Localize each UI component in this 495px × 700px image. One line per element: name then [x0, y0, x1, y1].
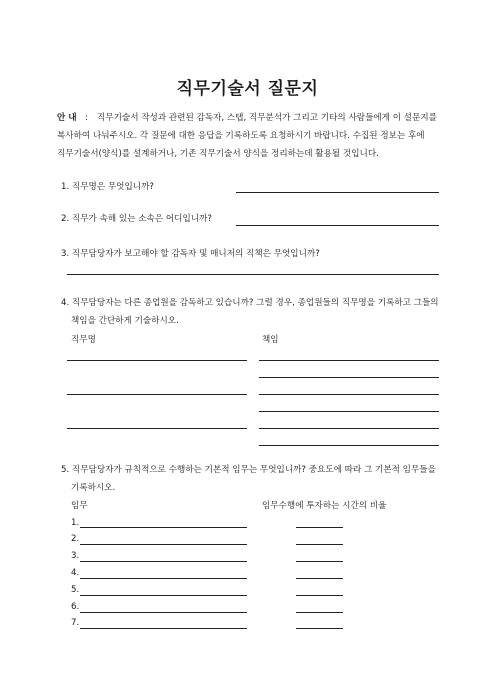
answer-line-responsibility-5[interactable]	[259, 428, 439, 429]
answer-line-time-3[interactable]	[296, 561, 343, 562]
answer-line-time-5[interactable]	[296, 595, 343, 596]
answer-line-time-6[interactable]	[296, 612, 343, 613]
question-4-line-1: 4. 직무담당자는 다른 종업원을 감독하고 있습니까? 그럴 경우, 종업원들의 직무명을 기록하고 그들의	[61, 298, 439, 308]
answer-line-time-2[interactable]	[296, 544, 343, 545]
duty-number-5: 5.	[71, 585, 80, 595]
answer-line-duty-1[interactable]	[80, 527, 247, 528]
question-5-line-2: 기록하시오.	[71, 483, 116, 493]
answer-line-job-title-3[interactable]	[67, 428, 247, 429]
page-title: 직무기술서 질문지	[176, 79, 319, 99]
notice-line-1: 직무기술서 작성과 관련된 감독자, 스탭, 직무분석가 그리고 기타의 사람들에게 이 설문지를	[97, 113, 437, 123]
answer-line-responsibility-4[interactable]	[259, 411, 439, 412]
answer-line-time-1[interactable]	[296, 527, 343, 528]
answer-line-time-7[interactable]	[296, 628, 343, 629]
duty-number-6: 6.	[71, 602, 80, 612]
duty-number-2: 2.	[71, 534, 80, 544]
answer-line-q2[interactable]	[236, 225, 439, 226]
answer-line-duty-6[interactable]	[80, 612, 247, 613]
question-4-line-2: 책임을 간단하게 기술하시오.	[71, 316, 179, 326]
question-5-line-1: 5. 직무담당자가 규칙적으로 수행하는 기본적 임무는 무엇입니까? 중요도에 따라 그 기본적 임무들을	[61, 465, 436, 475]
answer-line-duty-3[interactable]	[80, 561, 247, 562]
notice-separator: :	[85, 113, 88, 123]
duty-number-7: 7.	[71, 618, 80, 628]
column-header-job-title: 직무명	[71, 335, 96, 345]
answer-line-job-title-2[interactable]	[67, 394, 247, 395]
answer-line-duty-2[interactable]	[80, 544, 247, 545]
question-3: 3. 직무담당자가 보고해야 할 감독자 및 매니저의 직책은 무엇입니까?	[61, 249, 320, 259]
duty-number-1: 1.	[71, 518, 80, 528]
notice-label: 안 내	[57, 113, 77, 123]
answer-line-responsibility-1[interactable]	[259, 360, 439, 361]
duty-number-4: 4.	[71, 568, 80, 578]
column-header-responsibility: 책임	[262, 335, 279, 345]
answer-line-duty-5[interactable]	[80, 595, 247, 596]
question-2: 2. 직무가 속해 있는 소속은 어디입니까?	[61, 214, 212, 224]
notice-line-3: 직무기술서(양식)를 설계하거나, 기존 직무기술서 양식을 정리하는데 활용될 것입니다.	[57, 149, 379, 159]
answer-line-time-4[interactable]	[296, 578, 343, 579]
answer-line-q3[interactable]	[67, 274, 439, 275]
answer-line-duty-4[interactable]	[80, 578, 247, 579]
column-header-duty: 임무	[71, 501, 88, 511]
answer-line-job-title-1[interactable]	[67, 360, 247, 361]
notice-line-2: 복사하여 나눠주시오. 각 질문에 대한 응답을 기록하도록 요청하시기 바랍니다. 수집된 정보는 후에	[57, 131, 425, 141]
answer-line-responsibility-2[interactable]	[259, 377, 439, 378]
question-1: 1. 직무명은 무엇입니까?	[61, 182, 154, 192]
column-header-time-ratio: 임무수행에 투자하는 시간의 비율	[262, 501, 387, 511]
answer-line-q1[interactable]	[236, 192, 439, 193]
duty-number-3: 3.	[71, 551, 80, 561]
answer-line-responsibility-6[interactable]	[259, 445, 439, 446]
answer-line-responsibility-3[interactable]	[259, 394, 439, 395]
answer-line-duty-7[interactable]	[80, 628, 247, 629]
